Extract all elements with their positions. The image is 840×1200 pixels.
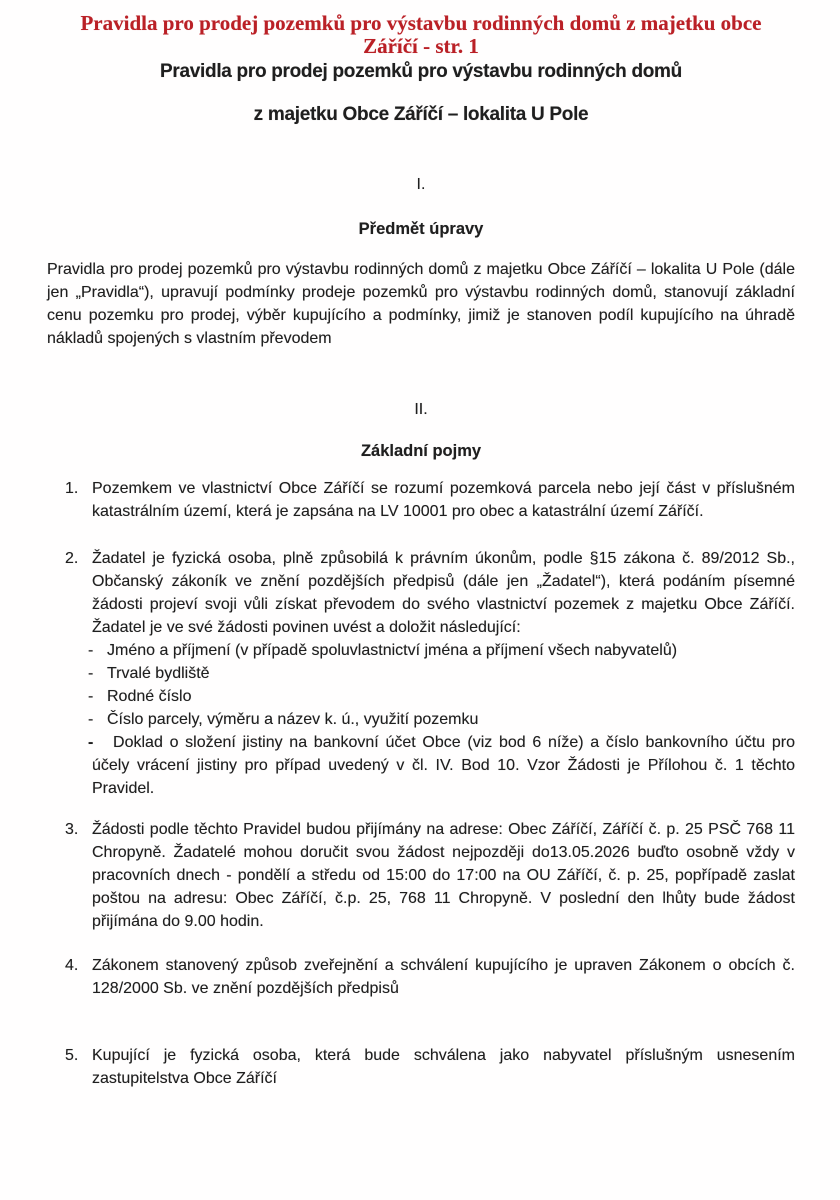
list-item-1 bbox=[47, 477, 795, 523]
bullet-item-5-text: Doklad o složení jistiny na bankovní účet Obce (viz bod 6 níže) a číslo bankovního účtu pro účely vrácení jistiny pro případ uvedený v čl. IV. Bod 10. Vzor Žádosti je Přílohou č. 1 těchto Pravidel. bbox=[92, 734, 795, 797]
list-item-5-text: Kupující je fyzická osoba, která bude schválena jako nabyvatel příslušným usnesením zastupitelstva Obce Záříčí bbox=[92, 1047, 795, 1087]
section-1-paragraph: Pravidla pro prodej pozemků pro výstavbu rodinných domů z majetku Obce Záříčí – lokalita U Pole (dále jen „Pravidla“), upravují podmínky prodeje pozemků pro výstavbu rodinných domů, stanovují základní cenu pozemku pro prodej, výběr kupujícího a podmínky, jimiž je stanoven podíl kupujícího na úhradě nákladů spojených s vlastním převodem bbox=[47, 261, 795, 347]
list-item-2-text: Žadatel je fyzická osoba, plně způsobilá k právním úkonům, podle §15 zákona č. 89/2012 Sb., Občanský zákoník ve znění pozdějších předpisů (dále jen „Žadatel“), která podáním písemné žádosti projeví svoji vůli získat převodem do svého vlastnictví pozemek z majetku Obce Záříčí. Žadatel je ve své žádosti povinen uvést a doložit následující: bbox=[92, 550, 795, 636]
list-item-2 bbox=[47, 547, 795, 639]
list-item-4 bbox=[47, 954, 795, 1000]
list-item-4-text: Zákonem stanovený způsob zveřejnění a schválení kupujícího je upraven Zákonem o obcích č. 128/2000 Sb. ve znění pozdějších předpisů bbox=[92, 957, 795, 997]
bullet-item-1-text: Jméno a příjmení (v případě spoluvlastnictví jména a příjmení všech nabyvatelů) bbox=[107, 642, 678, 659]
dash-marker: - bbox=[88, 688, 94, 705]
list-item-4-number: 4. bbox=[65, 957, 79, 974]
section-1-numeral: I. bbox=[416, 176, 426, 193]
list-item-1-text: Pozemkem ve vlastnictví Obce Záříčí se rozumí pozemková parcela nebo její část v příslušném katastrálním území, která je zapsána na LV 10001 pro obec a katastrální území Záříčí. bbox=[92, 480, 795, 520]
dash-marker: - bbox=[88, 711, 94, 728]
dash-marker: - bbox=[88, 665, 94, 682]
list-item-3-text: Žádosti podle těchto Pravidel budou přijímány na adrese: Obec Záříčí, Záříčí č. p. 25 PSČ 768 11 Chropyně. Žadatelé mohou doručit svou žádost nejpozději do13.05.2026 buďto osobně vždy v pracovních dnech - pondělí a středu od 15:00 do 17:00 na OU Záříčí, č. p. 25, popřípadě zaslat poštou na adresu: Obec Záříčí, č.p. 25, 768 11 Chropyně. V poslední den lhůty bude žádost přijímána do 9.00 hodin. bbox=[92, 821, 795, 930]
list-item-1-number: 1. bbox=[65, 480, 79, 497]
section-2-heading: Základní pojmy bbox=[360, 442, 482, 460]
document-title: Pravidla pro prodej pozemků pro výstavbu rodinných domů bbox=[160, 61, 682, 82]
bullet-item-5 bbox=[88, 731, 795, 800]
list-item-5-number: 5. bbox=[65, 1047, 79, 1064]
page-title-red bbox=[47, 12, 795, 58]
bullet-item-4-text: Číslo parcely, výměru a název k. ú., využití pozemku bbox=[107, 711, 479, 728]
red-title-line1: Pravidla pro prodej pozemků pro výstavbu rodinných domů z majetku obce bbox=[80, 11, 762, 35]
bullet-item-3 bbox=[47, 685, 795, 708]
section-2-numeral: II. bbox=[414, 401, 428, 418]
list-item-3 bbox=[47, 818, 795, 933]
bullet-item-2-text: Trvalé bydliště bbox=[107, 665, 210, 682]
list-item-5 bbox=[47, 1044, 795, 1090]
bullet-item-3-text: Rodné číslo bbox=[107, 688, 192, 705]
list-item-3-number: 3. bbox=[65, 821, 79, 838]
bullet-item-1 bbox=[47, 639, 795, 662]
section-1-heading: Předmět úpravy bbox=[358, 220, 484, 238]
dash-marker: - bbox=[88, 642, 94, 659]
bullet-item-2 bbox=[47, 662, 795, 685]
red-title-line2: Záříčí - str. 1 bbox=[363, 34, 479, 58]
bullet-item-4 bbox=[47, 708, 795, 731]
dash-marker: - bbox=[88, 734, 94, 751]
list-item-2-number: 2. bbox=[65, 550, 79, 567]
document-subtitle: z majetku Obce Záříčí – lokalita U Pole bbox=[253, 104, 589, 125]
